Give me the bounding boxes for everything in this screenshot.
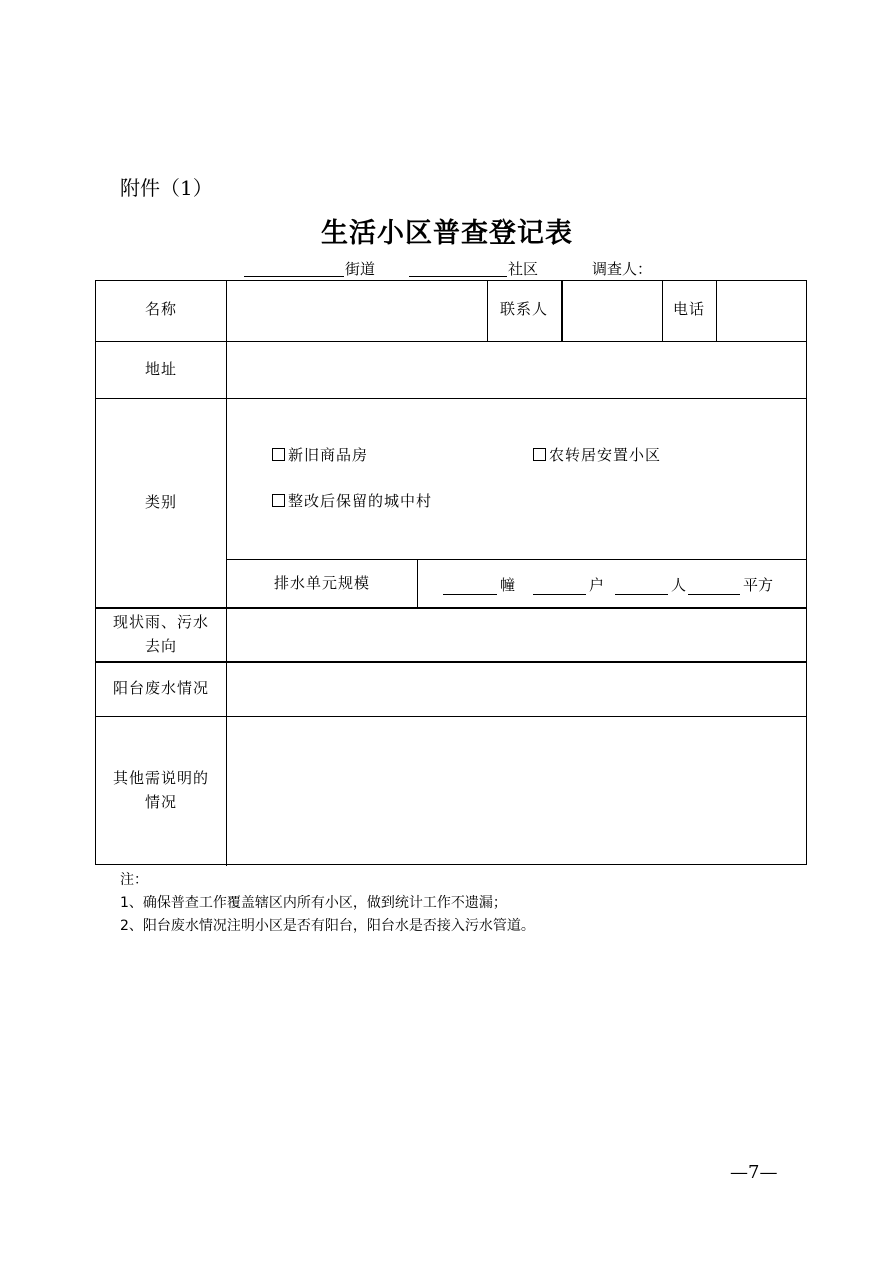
option-resettlement-community[interactable]: [533, 444, 661, 465]
option-label: 新旧商品房: [288, 446, 369, 464]
households-unit: 户: [589, 576, 605, 594]
contact-label: 联系人: [499, 300, 548, 318]
area-blank[interactable]: [688, 576, 740, 595]
row-divider-5: [96, 716, 806, 717]
label-column-divider: [226, 281, 227, 866]
community-label: 社区: [508, 260, 539, 278]
option-urban-village[interactable]: [272, 490, 432, 511]
note-item-1: 1、确保普查工作覆盖辖区内所有小区，做到统计工作不遗漏；: [120, 895, 507, 911]
scale-people[interactable]: [615, 574, 686, 595]
contact-input[interactable]: [563, 282, 661, 340]
buildings-blank[interactable]: [443, 576, 497, 595]
checkbox-icon[interactable]: [272, 494, 285, 507]
name-label: 名称: [144, 300, 177, 318]
row-divider-scale: [227, 559, 806, 560]
balcony-label: 阳台废水情况: [112, 679, 209, 697]
row-divider-2: [96, 398, 806, 399]
buildings-unit: 幢: [500, 576, 516, 594]
phone-value-left-divider: [716, 281, 717, 341]
form-title: 生活小区普查登记表: [321, 218, 573, 249]
scale-buildings[interactable]: [443, 574, 515, 595]
scale-households[interactable]: [533, 574, 604, 595]
checkbox-icon[interactable]: [272, 448, 285, 461]
phone-input[interactable]: [718, 282, 806, 340]
phone-label: 电话: [672, 300, 705, 318]
community-blank[interactable]: [409, 258, 507, 277]
households-blank[interactable]: [533, 576, 586, 595]
balcony-input[interactable]: [228, 663, 806, 714]
option-label: 整改后保留的城中村: [288, 492, 433, 510]
other-label-line2: 情况: [144, 793, 177, 811]
people-unit: 人: [671, 576, 687, 594]
option-label: 农转居安置小区: [549, 446, 662, 464]
street-blank[interactable]: [244, 258, 344, 277]
notes-heading: 注：: [120, 872, 148, 888]
area-unit: 平方: [743, 576, 774, 594]
rain-sewage-label-line2: 去向: [144, 637, 177, 655]
checkbox-icon[interactable]: [533, 448, 546, 461]
scale-area[interactable]: [688, 574, 773, 595]
scale-label-divider: [417, 559, 418, 607]
option-new-old-commercial[interactable]: [272, 444, 368, 465]
address-label: 地址: [144, 360, 177, 378]
note-item-2: 2、阳台废水情况注明小区是否有阳台，阳台水是否接入污水管道。: [120, 918, 535, 934]
rain-sewage-label-line1: 现状雨、污水: [112, 613, 209, 631]
notes: [120, 869, 535, 938]
people-blank[interactable]: [615, 576, 668, 595]
other-input[interactable]: [228, 718, 806, 863]
category-label: 类别: [144, 493, 177, 511]
other-label: [96, 766, 226, 814]
other-label-line1: 其他需说明的: [112, 769, 209, 787]
address-input[interactable]: [228, 342, 806, 397]
rain-sewage-input[interactable]: [228, 609, 806, 659]
investigator-label: 调查人：: [592, 260, 653, 278]
name-input[interactable]: [228, 282, 485, 340]
rain-sewage-label: [96, 610, 226, 658]
street-label: 街道: [345, 260, 376, 278]
attachment-label: 附件（1）: [120, 176, 213, 200]
scale-label: 排水单元规模: [273, 574, 370, 592]
page-number: —7—: [730, 1162, 778, 1183]
